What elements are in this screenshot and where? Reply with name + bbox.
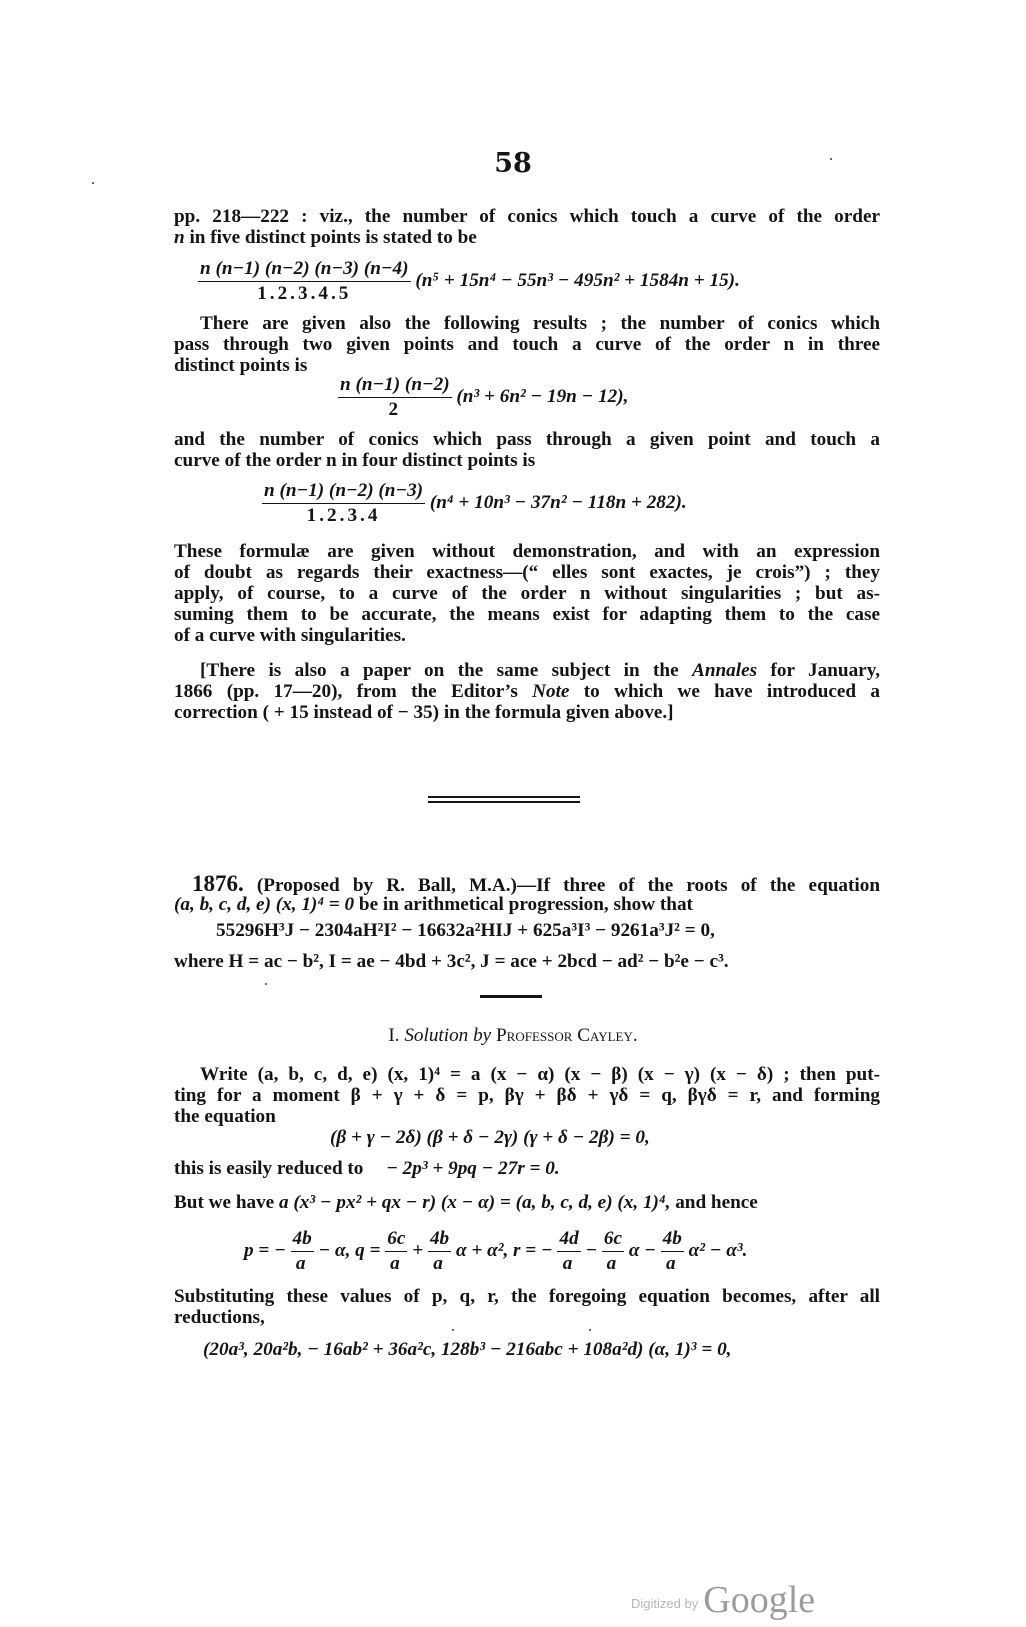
problem-equation: 55296H³J − 2304aH²I² − 16632a²HIJ + 625a³I³ − 9261a³J² = 0,	[216, 920, 715, 941]
text-line	[192, 873, 880, 896]
text-line: correction ( + 15 instead of − 35) in the formula given above.]	[174, 702, 674, 723]
fraction-numerator: 6c	[385, 1228, 407, 1252]
text-fragment: and hence	[675, 1192, 758, 1213]
text-line: distinct points is	[174, 355, 308, 376]
solution-pqr-values	[244, 1228, 747, 1275]
text-fragment: 1866 (pp. 17—20), from the Editor’s	[174, 681, 518, 702]
formula-polynomial: (n³ + 6n² − 19n − 12),	[456, 385, 629, 407]
solution-substitution	[174, 1286, 880, 1328]
text-line: of doubt as regards their exactness—(“ elles sont exactes, je crois”) ; they	[174, 562, 880, 583]
paragraph-intro	[174, 206, 880, 248]
text-line: These formulæ are given without demonstration, and with an expression	[174, 541, 880, 562]
fraction-denominator: 1.2.3.4.5	[257, 283, 352, 304]
fraction-denominator: a	[562, 1253, 576, 1274]
note-reference: Note	[532, 681, 570, 702]
formula-polynomial: (n⁵ + 15n⁴ − 55n³ − 495n² + 1584n + 15).	[415, 269, 740, 291]
text-line: Substituting these values of p, q, r, the foregoing equation becomes, after all	[174, 1286, 880, 1307]
text-fragment: But we have	[174, 1192, 275, 1213]
paragraph-four-points	[174, 429, 880, 471]
scan-speck	[589, 1329, 591, 1331]
math-fragment: α² − α³.	[688, 1239, 748, 1261]
scan-speck	[452, 1329, 454, 1331]
solution-line-reduced	[174, 1158, 560, 1179]
fraction-numerator: 4b	[428, 1228, 451, 1252]
fraction-numerator: 4b	[291, 1228, 314, 1252]
solution-equation-roots: (β + γ − 2δ) (β + δ − 2γ) (γ + δ − 2β) = 0,	[330, 1127, 650, 1148]
text-line: suming them to be accurate, the means exist for adapting them to the case	[174, 604, 880, 625]
text-line: ting for a moment β + γ + δ = p, βγ + βδ + γδ = q, βγδ = r, and forming	[174, 1085, 880, 1106]
fraction-numerator: n (n−1) (n−2)	[338, 374, 452, 398]
fraction-denominator: 2	[388, 399, 402, 420]
text-line: reductions,	[174, 1307, 265, 1328]
fraction-numerator: n (n−1) (n−2) (n−3) (n−4)	[198, 258, 411, 282]
section-divider	[428, 801, 580, 803]
math-fragment: α −	[628, 1239, 656, 1261]
fraction-denominator: a	[295, 1253, 309, 1274]
text-line	[174, 660, 880, 681]
text-fragment: for January,	[770, 660, 881, 681]
heading-label: Solution by	[404, 1025, 492, 1046]
fraction-denominator: a	[606, 1253, 620, 1274]
paragraph-editor-note	[174, 660, 880, 723]
fraction	[385, 1228, 407, 1275]
math-fragment: +	[412, 1239, 424, 1261]
math-expression: a (x³ − px² + qx − r) (x − α) = (a, b, c, d, e) (x, 1)⁴,	[279, 1192, 671, 1213]
fraction	[291, 1228, 314, 1275]
solution-line-identity	[174, 1192, 758, 1213]
math-fragment: − α, q =	[318, 1239, 381, 1261]
text-line: There are given also the following results ; the number of conics which	[200, 313, 880, 334]
text-line: of a curve with singularities.	[174, 625, 406, 646]
scan-speck	[92, 182, 94, 184]
text-line: and the number of conics which pass through a given point and touch a	[174, 429, 880, 450]
math-fragment: α + α², r = −	[455, 1239, 553, 1261]
text-line: the equation	[174, 1106, 276, 1127]
math-var: n	[174, 227, 185, 248]
fraction-denominator: a	[665, 1253, 679, 1274]
watermark-text: Digitized by	[631, 1596, 699, 1611]
problem-statement-cont	[174, 894, 880, 915]
formula-conics-four-points	[262, 480, 687, 527]
solution-divider	[480, 995, 542, 998]
text-line: pass through two given points and touch a curve of the order n in three	[174, 334, 880, 355]
problem-statement	[192, 873, 880, 896]
solution-final-equation: (20a³, 20a²b, − 16ab² + 36a²c, 128b³ − 216abc + 108a²d) (α, 1)³ = 0,	[203, 1339, 732, 1360]
text-line	[174, 681, 880, 702]
solution-paragraph	[174, 1064, 880, 1127]
fraction-numerator: 6c	[602, 1228, 624, 1252]
text-line	[174, 894, 880, 915]
text-line: Write (a, b, c, d, e) (x, 1)⁴ = a (x − α) (x − β) (x − γ) (x − δ) ; then put-	[200, 1064, 880, 1085]
journal-title: Annales	[692, 660, 758, 681]
fraction-numerator: 4b	[661, 1228, 684, 1252]
heading-author: Professor Cayley.	[495, 1025, 638, 1046]
paragraph-results	[174, 313, 880, 376]
text-line: apply, of course, to a curve of the order n without singularities ; but as-	[174, 583, 880, 604]
paragraph-formulae-note	[174, 541, 880, 646]
fraction	[428, 1228, 451, 1275]
heading-numeral: I.	[388, 1025, 400, 1046]
math-fragment: p = −	[244, 1239, 286, 1261]
fraction-denominator: 1.2.3.4	[306, 505, 381, 526]
math-expression: (a, b, c, d, e) (x, 1)⁴ = 0	[174, 894, 355, 915]
fraction-numerator: n (n−1) (n−2) (n−3)	[262, 480, 425, 504]
fraction	[602, 1228, 624, 1275]
section-divider	[428, 796, 580, 798]
problem-definitions: where H = ac − b², I = ae − 4bd + 3c², J = ace + 2bcd − ad² − b²e − c³.	[174, 951, 729, 972]
google-logo: Google	[703, 1579, 816, 1621]
text-fragment: —If three of the roots of the equation	[516, 875, 880, 896]
fraction-denominator: a	[433, 1253, 446, 1274]
formula-conics-three-points	[338, 374, 628, 421]
fraction-denominator: a	[390, 1253, 403, 1274]
formula-polynomial: (n⁴ + 10n³ − 37n² − 118n + 282).	[429, 491, 687, 513]
scan-speck	[830, 158, 832, 160]
math-fragment: −	[585, 1239, 598, 1261]
scan-speck	[265, 983, 267, 985]
fraction	[661, 1228, 684, 1275]
page-number: 58	[494, 148, 532, 179]
text-fragment: [There is also a paper on the same subject in the	[200, 660, 679, 681]
text-line: pp. 218—222 : viz., the number of conics which touch a curve of the order	[174, 206, 880, 227]
fraction	[198, 258, 411, 305]
fraction	[557, 1228, 580, 1275]
text-line: curve of the order n in four distinct points is	[174, 450, 536, 471]
problem-number: 1876.	[192, 871, 244, 896]
fraction	[338, 374, 452, 421]
fraction-numerator: 4d	[557, 1228, 580, 1252]
text-fragment: to which we have introduced a	[583, 681, 880, 702]
fraction	[262, 480, 425, 527]
text-fragment: in five distinct points is stated to be	[189, 227, 477, 248]
math-expression: − 2p³ + 9pq − 27r = 0.	[386, 1158, 560, 1179]
solution-heading	[0, 1025, 1026, 1046]
problem-proposer: (Proposed by R. Ball, M.A.)	[256, 875, 517, 896]
digitized-by-google-watermark	[631, 1578, 815, 1622]
text-line	[174, 227, 880, 248]
formula-conics-five-points	[198, 258, 740, 305]
text-fragment: this is easily reduced to	[174, 1158, 364, 1179]
text-fragment: be in arithmetical progression, show that	[358, 894, 693, 915]
